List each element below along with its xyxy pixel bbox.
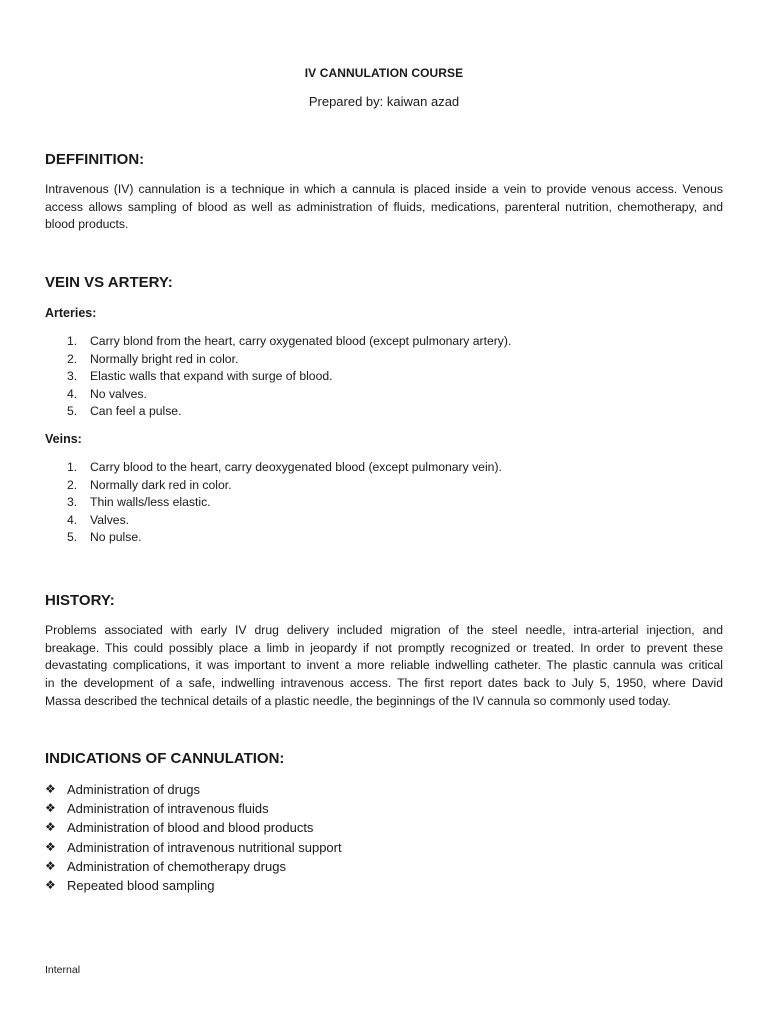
list-number: 5.: [67, 530, 78, 544]
list-item-text: Normally bright red in color.: [90, 351, 239, 366]
list-number: 2.: [67, 477, 78, 492]
list-number: 4.: [67, 512, 78, 527]
list-item-text: Normally dark red in color.: [90, 477, 232, 492]
list-item-text: Administration of intravenous fluids: [67, 801, 269, 817]
indications-list: [45, 780, 342, 895]
document-title: IV CANNULATION COURSE: [304, 66, 464, 80]
list-item-text: Carry blood to the heart, carry deoxygenated blood (except pulmonary vein).: [90, 460, 502, 474]
veins-heading: Veins:: [45, 432, 82, 446]
list-item: [45, 459, 502, 477]
list-item: [45, 403, 511, 421]
list-number: 1.: [67, 334, 78, 348]
diamond-bullet-icon: ❖: [45, 820, 56, 835]
prepared-by: Prepared by: kaiwan azad: [308, 94, 460, 109]
list-item-text: Administration of drugs: [67, 782, 200, 797]
history-line: breakage. This could possibly place a limb in jeopardy if not promptly recognized or treated. In order to prevent these: [45, 640, 723, 655]
list-item-text: Can feel a pulse.: [90, 404, 182, 418]
diamond-bullet-icon: ❖: [45, 877, 56, 892]
list-item: [45, 351, 511, 369]
list-number: 3.: [67, 369, 78, 383]
list-item-text: Valves.: [90, 512, 130, 527]
list-item: [45, 333, 511, 351]
history-heading: HISTORY:: [45, 592, 115, 609]
veins-list: [45, 459, 502, 547]
history-paragraph: [45, 622, 723, 711]
list-item: [45, 838, 342, 857]
list-number: 1.: [67, 460, 78, 474]
list-item: [45, 386, 511, 404]
history-line: Massa described the technical details of a plastic needle, the beginnings of the IV cannula so commonly used today.: [45, 693, 671, 708]
list-number: 2.: [67, 351, 78, 366]
list-item: [45, 780, 342, 799]
history-line: Problems associated with early IV drug delivery included migration of the steel needle, intra-arterial injection, and: [45, 623, 723, 637]
list-item-text: Elastic walls that expand with surge of blood.: [90, 369, 333, 383]
list-item: [45, 368, 511, 386]
list-item: [45, 876, 342, 895]
diamond-bullet-icon: ❖: [45, 839, 56, 854]
history-line: in the development of a safe, indwelling intravenous access. The first report dates back to July 5, 1950, where David: [45, 676, 723, 691]
list-item: [45, 529, 502, 547]
list-number: 5.: [67, 404, 78, 418]
list-item-text: No pulse.: [90, 530, 142, 544]
history-line: devastating complications, it was important to invent a more reliable indwelling catheter. The plastic cannula was critical: [45, 658, 723, 673]
indications-heading: INDICATIONS OF CANNULATION:: [45, 750, 285, 767]
list-item: [45, 477, 502, 495]
definition-line: Intravenous (IV) cannulation is a technique in which a cannula is placed inside a vein to provide venous access. Venous: [45, 182, 723, 196]
arteries-heading: Arteries:: [45, 306, 97, 320]
diamond-bullet-icon: ❖: [45, 782, 56, 796]
list-item-text: Administration of chemotherapy drugs: [67, 858, 286, 874]
list-item-text: Administration of intravenous nutritional support: [67, 839, 342, 855]
list-item-text: No valves.: [90, 386, 147, 401]
list-item: [45, 818, 342, 837]
diamond-bullet-icon: ❖: [45, 801, 56, 816]
definition-paragraph: [45, 181, 723, 234]
list-item-text: Thin walls/less elastic.: [90, 495, 211, 509]
list-item: [45, 512, 502, 530]
vein-vs-artery-heading: VEIN VS ARTERY:: [45, 274, 173, 291]
diamond-bullet-icon: ❖: [45, 858, 56, 873]
list-item-text: Carry blond from the heart, carry oxygenated blood (except pulmonary artery).: [90, 334, 512, 348]
list-item: [45, 799, 342, 818]
list-item: [45, 857, 342, 876]
footer-label: Internal: [45, 964, 81, 976]
list-number: 4.: [67, 386, 78, 401]
list-item: [45, 494, 502, 512]
list-number: 3.: [67, 495, 78, 509]
definition-line: blood products.: [45, 217, 129, 232]
list-item-text: Administration of blood and blood products: [67, 820, 314, 836]
definition-line: access allows sampling of blood as well as administration of fluids, medications, parenteral nutrition, chemotherapy, and: [45, 199, 723, 214]
list-item-text: Repeated blood sampling: [67, 877, 215, 893]
definition-heading: DEFFINITION:: [45, 151, 145, 168]
arteries-list: [45, 333, 511, 421]
